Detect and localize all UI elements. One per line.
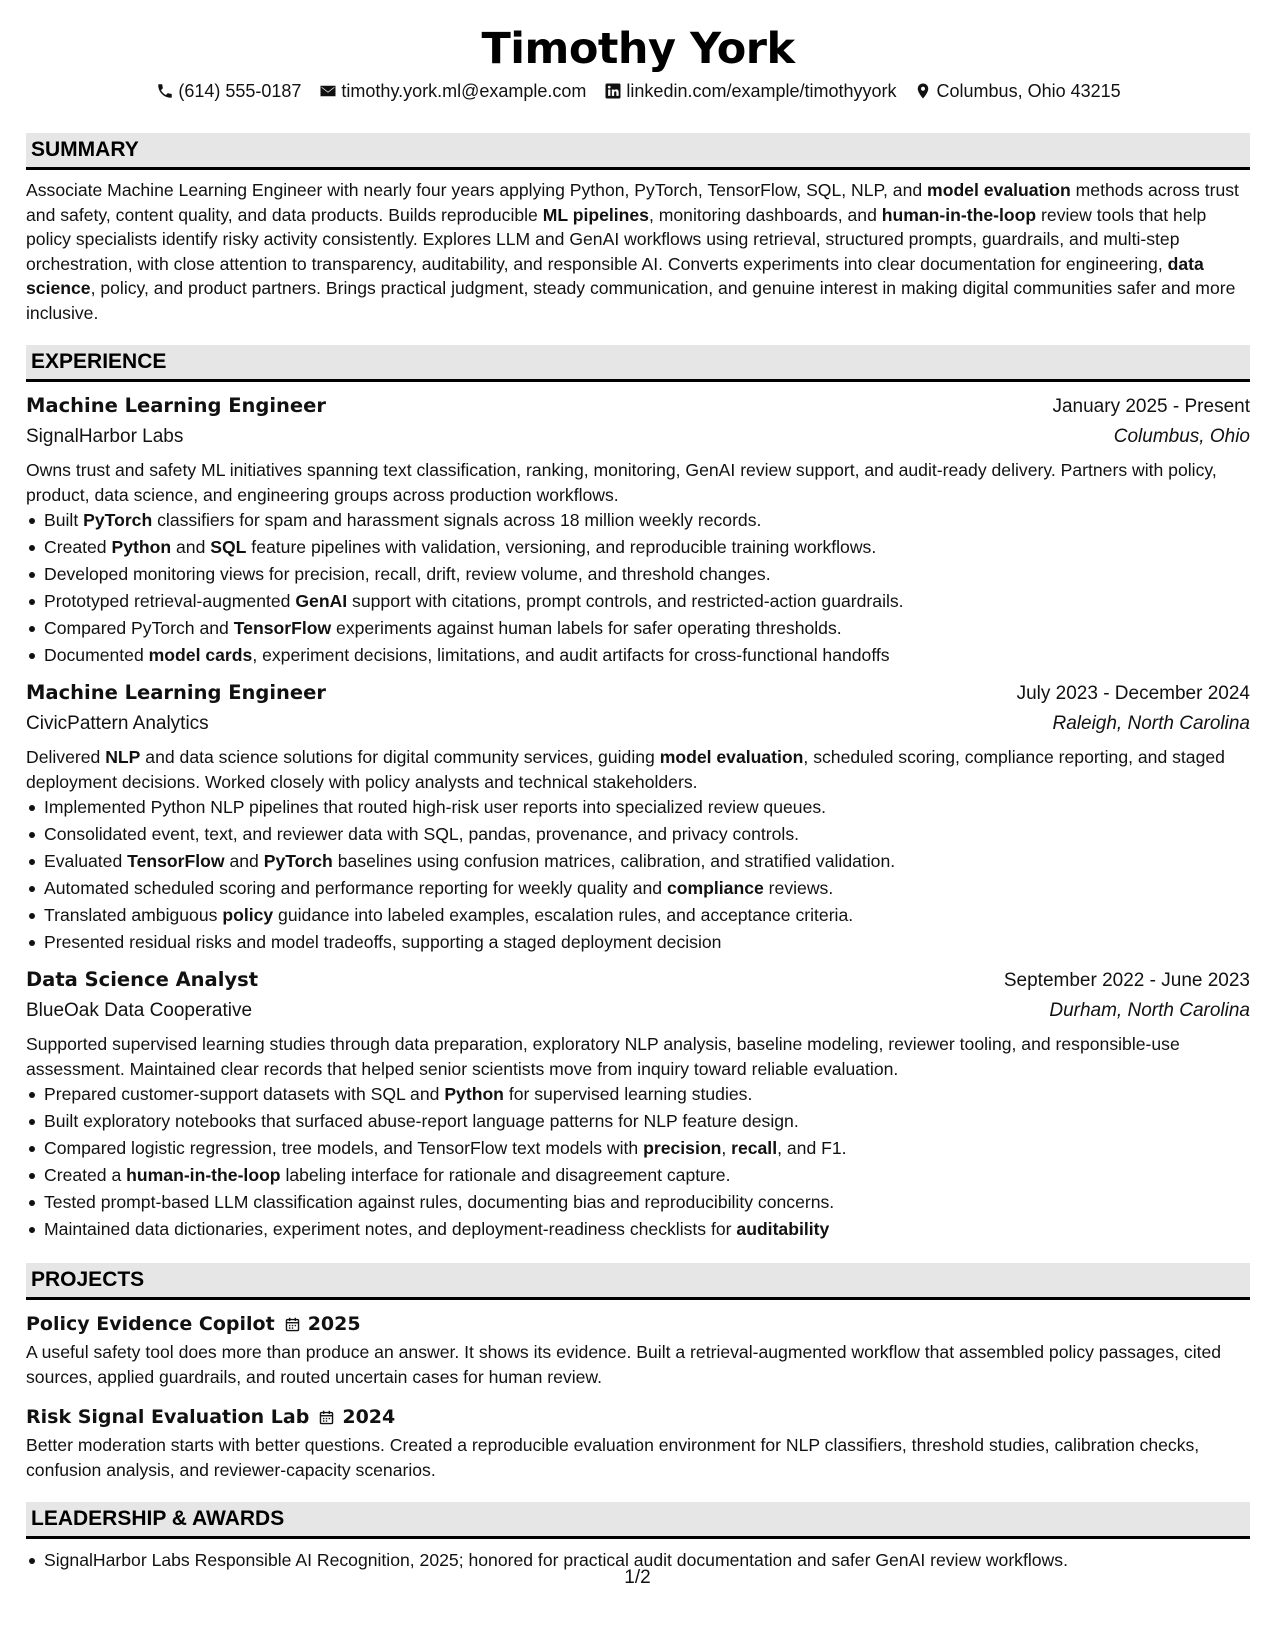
job-company: CivicPattern Analytics	[26, 713, 209, 734]
list-item: Translated ambiguous policy guidance into labeled examples, escalation rules, and acceptance criteria.	[44, 902, 1250, 929]
email-link[interactable]: timothy.york.ml@example.com	[341, 81, 587, 101]
summary-heading: SUMMARY	[26, 133, 1250, 170]
job-location: Raleigh, North Carolina	[1052, 713, 1250, 734]
job-company: SignalHarbor Labs	[26, 426, 184, 447]
phone-icon	[155, 82, 174, 101]
project-title: Policy Evidence Copilot	[26, 1313, 275, 1335]
bold-keyword: human-in-the-loop	[126, 1165, 281, 1185]
project-header	[26, 1401, 1250, 1433]
projects-heading: PROJECTS	[26, 1263, 1250, 1300]
bold-keyword: Python	[111, 537, 172, 557]
project-description: Better moderation starts with better questions. Created a reproducible evaluation environment for NLP classifiers, threshold studies, calibration checks, confusion analysis, and reviewer-capacity scenarios.	[26, 1435, 1200, 1480]
job-bullets	[26, 507, 1250, 669]
job-bullets	[26, 1081, 1250, 1243]
list-item: Tested prompt-based LLM classification against rules, documenting bias and reproducibility concerns.	[44, 1189, 1250, 1216]
list-item: SignalHarbor Labs Responsible AI Recognition, 2025; honored for practical audit documentation and safer GenAI review workflows.	[44, 1547, 1250, 1574]
project-header	[26, 1308, 1250, 1340]
job-location: Durham, North Carolina	[1049, 1000, 1250, 1021]
job-entry	[26, 677, 1250, 956]
job-title: Machine Learning Engineer	[26, 394, 327, 417]
project-date	[317, 1401, 395, 1433]
list-item: Documented model cards, experiment decisions, limitations, and audit artifacts for cross-functional handoffs	[44, 642, 1250, 669]
phone-text: (614) 555-0187	[178, 81, 302, 101]
project-entry	[26, 1308, 1250, 1389]
bold-keyword: model evaluation	[927, 180, 1071, 200]
location-text: Columbus, Ohio 43215	[936, 81, 1121, 101]
experience-heading: EXPERIENCE	[26, 345, 1250, 382]
job-title-row	[26, 677, 1250, 709]
bold-keyword: ML pipelines	[542, 204, 649, 225]
bold-keyword: compliance	[666, 878, 764, 898]
list-item: Automated scheduled scoring and performance reporting for weekly quality and compliance reviews.	[44, 875, 1250, 902]
bold-keyword: data science	[26, 253, 1204, 298]
bold-keyword: precision	[643, 1138, 722, 1158]
bold-keyword: PyTorch	[83, 510, 153, 530]
linkedin-icon	[603, 82, 622, 101]
calendar-icon	[283, 1315, 302, 1334]
job-description: Delivered NLP and data science solutions for digital community services, guiding model evaluation, scheduled scoring, compliance reporting, and staged deployment decisions. Worked closely with policy analysts and technical stakeholders.	[26, 747, 1225, 792]
list-item: Evaluated TensorFlow and PyTorch baselines using confusion matrices, calibration, and stratified validation.	[44, 848, 1250, 875]
bold-keyword: recall	[731, 1138, 778, 1158]
list-item: Implemented Python NLP pipelines that routed high-risk user reports into specialized review queues.	[44, 794, 1250, 821]
contact-phone	[155, 79, 301, 103]
bold-keyword: auditability	[736, 1219, 830, 1239]
job-location: Columbus, Ohio	[1113, 426, 1250, 447]
job-description: Supported supervised learning studies through data preparation, exploratory NLP analysis, baseline modeling, reviewer tooling, and responsible-use assessment. Maintained clear records that helped senior scientists move from inquiry toward reliable evaluation.	[26, 1034, 1180, 1079]
job-description: Owns trust and safety ML initiatives spanning text classification, ranking, monitoring, GenAI review support, and audit-ready delivery. Partners with policy, product, data science, and engineering groups across production workflows.	[26, 460, 1217, 505]
linkedin-link[interactable]: linkedin.com/example/timothyyork	[626, 81, 897, 101]
job-entry	[26, 390, 1250, 669]
bold-keyword: policy	[222, 905, 274, 925]
job-title-row	[26, 964, 1250, 996]
bold-keyword: NLP	[105, 747, 141, 767]
project-date	[283, 1308, 361, 1340]
contact-bar	[26, 79, 1250, 103]
list-item: Consolidated event, text, and reviewer data with SQL, pandas, provenance, and privacy controls.	[44, 821, 1250, 848]
bold-keyword: PyTorch	[263, 851, 333, 871]
bold-keyword: TensorFlow	[127, 851, 225, 871]
page-number: 1/2	[624, 1567, 651, 1588]
bold-keyword: model cards	[148, 645, 253, 665]
list-item: Created Python and SQL feature pipelines with validation, versioning, and reproducible training workflows.	[44, 534, 1250, 561]
calendar-icon	[317, 1408, 336, 1427]
bold-keyword: TensorFlow	[233, 618, 332, 638]
job-company-row	[26, 709, 1250, 739]
job-dates: July 2023 - December 2024	[1016, 683, 1250, 704]
bold-keyword: SQL	[210, 537, 247, 557]
envelope-icon	[318, 82, 337, 101]
bold-keyword: model evaluation	[659, 747, 804, 767]
bold-keyword: GenAI	[295, 591, 348, 611]
list-item: Compared logistic regression, tree models, and TensorFlow text models with precision, recall, and F1.	[44, 1135, 1250, 1162]
job-company: BlueOak Data Cooperative	[26, 1000, 253, 1021]
list-item: Maintained data dictionaries, experiment notes, and deployment-readiness checklists for auditability	[44, 1216, 1250, 1243]
list-item: Prototyped retrieval-augmented GenAI support with citations, prompt controls, and restricted-action guardrails.	[44, 588, 1250, 615]
summary-text: Associate Machine Learning Engineer with nearly four years applying Python, PyTorch, TensorFlow, SQL, NLP, and model evaluation methods across trust and safety, content quality, and data products. Builds reproducible ML pipelines, monitoring dashboards, and human-in-the-loop review tools that help policy specialists identify risky activity consistently. Explores LLM and GenAI workflows using retrieval, structured prompts, guardrails, and multi-step orchestration, with close attention to transparency, auditability, and responsible AI. Converts experiments into clear documentation for engineering, data science, policy, and product partners. Brings practical judgment, steady communication, and genuine interest in making digital communities safer and more inclusive.	[26, 180, 1239, 323]
job-title: Machine Learning Engineer	[26, 681, 327, 704]
list-item: Developed monitoring views for precision, recall, drift, review volume, and threshold changes.	[44, 561, 1250, 588]
project-year: 2024	[342, 1406, 396, 1428]
list-item: Presented residual risks and model tradeoffs, supporting a staged deployment decision	[44, 929, 1250, 956]
project-entry	[26, 1401, 1250, 1482]
list-item: Created a human-in-the-loop labeling interface for rationale and disagreement capture.	[44, 1162, 1250, 1189]
leadership-heading: LEADERSHIP & AWARDS	[26, 1502, 1250, 1539]
job-company-row	[26, 996, 1250, 1026]
job-bullets	[26, 794, 1250, 956]
list-item: Compared PyTorch and TensorFlow experiments against human labels for safer operating thresholds.	[44, 615, 1250, 642]
bold-keyword: human-in-the-loop	[881, 204, 1037, 225]
project-description: A useful safety tool does more than produce an answer. It shows its evidence. Built a retrieval-augmented workflow that assembled policy passages, cited sources, applied guardrails, and routed uncertain cases for human review.	[26, 1342, 1222, 1387]
job-entry	[26, 964, 1250, 1243]
list-item: Prepared customer-support datasets with SQL and Python for supervised learning studies.	[44, 1081, 1250, 1108]
bold-keyword: Python	[444, 1084, 504, 1104]
project-year: 2025	[307, 1313, 361, 1335]
project-title: Risk Signal Evaluation Lab	[26, 1406, 310, 1428]
list-item: Built exploratory notebooks that surfaced abuse-report language patterns for NLP feature design.	[44, 1108, 1250, 1135]
job-company-row	[26, 422, 1250, 452]
contact-location	[914, 79, 1121, 103]
job-dates: January 2025 - Present	[1052, 396, 1250, 417]
list-item: Built PyTorch classifiers for spam and harassment signals across 18 million weekly records.	[44, 507, 1250, 534]
job-title-row	[26, 390, 1250, 422]
job-dates: September 2022 - June 2023	[1003, 970, 1250, 991]
job-title: Data Science Analyst	[26, 968, 259, 991]
map-pin-icon	[914, 82, 933, 101]
contact-email[interactable]	[318, 79, 586, 103]
resume-page	[26, 0, 1250, 1574]
candidate-name: Timothy York	[481, 24, 795, 74]
contact-linkedin[interactable]	[603, 79, 896, 103]
